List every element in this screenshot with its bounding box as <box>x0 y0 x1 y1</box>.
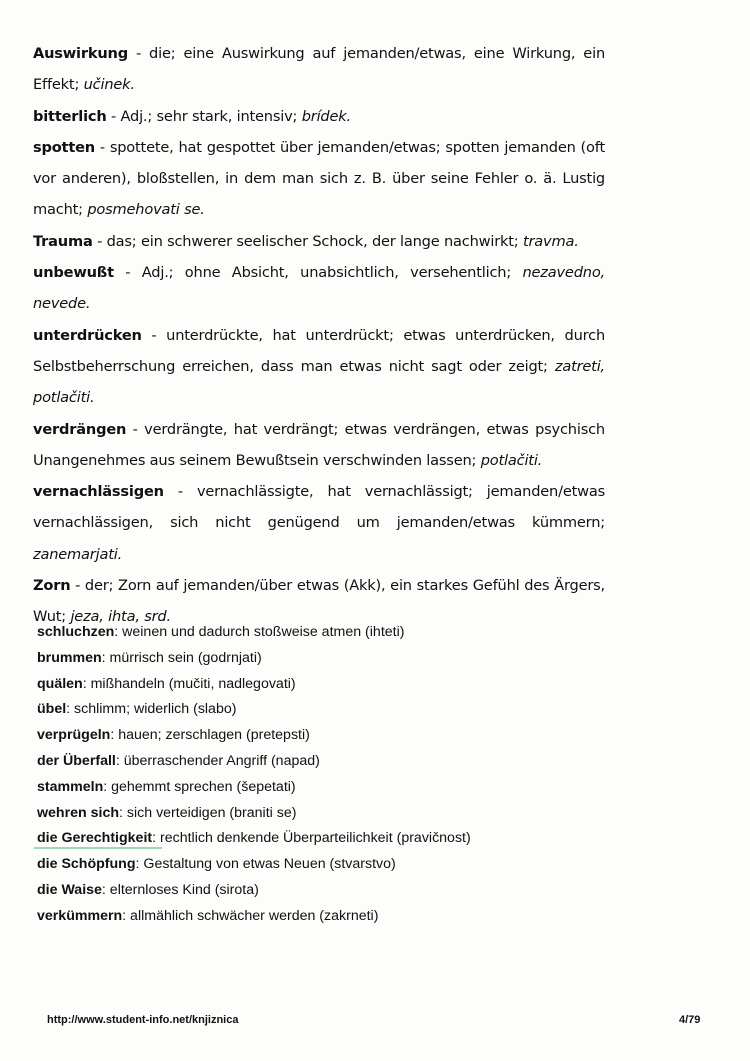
vocab-term: quälen <box>37 675 83 692</box>
vocab-term: die Gerechtigkeit <box>37 830 153 847</box>
vocabulary-list <box>37 620 471 930</box>
vocab-term: die Waise <box>37 881 102 898</box>
vocab-item <box>37 852 471 878</box>
vocab-term: schluchzen <box>37 624 115 640</box>
entry-definition: - spottete, hat gespottet über jemanden/etwas; spotten jemanden (oft vor anderen), bloßstellen, in dem man sich z. B. über seine Fehler o. ä. Lustig macht; <box>33 138 605 219</box>
entry-definition: - die; eine Auswirkung auf jemanden/etwas, eine Wirkung, ein Effekt; <box>33 45 605 94</box>
vocab-item <box>37 672 471 698</box>
vocab-item <box>37 904 471 930</box>
vocab-definition: : rechtlich denkende Überparteilichkeit (pravičnost) <box>152 830 471 847</box>
glossary-entry <box>33 38 605 101</box>
vocab-item <box>37 697 471 723</box>
glossary-entry <box>33 320 605 414</box>
entry-term: Trauma <box>33 232 93 250</box>
entry-term: Zorn <box>33 577 71 595</box>
glossary-entry <box>33 257 605 320</box>
entry-translation: zanemarjati. <box>33 545 123 563</box>
entry-definition: - Adj.; ohne Absicht, unabsichtlich, versehentlich; <box>113 264 523 282</box>
glossary-entry <box>33 226 605 257</box>
entry-translation: zatreti, potlačiti. <box>33 357 605 407</box>
page-number: 4/79 <box>679 1014 701 1026</box>
vocab-item <box>37 723 471 749</box>
vocab-definition: : weinen und dadurch stoßweise atmen (ihteti) <box>114 624 405 640</box>
glossary-section <box>33 38 605 633</box>
vocab-item <box>37 620 471 646</box>
entry-term: verdrängen <box>33 420 127 438</box>
vocab-item <box>37 749 471 775</box>
vocab-term: der Überfall <box>37 752 116 769</box>
vocab-term: übel <box>37 701 67 718</box>
entry-translation: jeza, ihta, srd. <box>70 608 171 626</box>
entry-translation: potlačiti. <box>480 451 543 469</box>
vocab-definition: : sich verteidigen (braniti se) <box>119 804 297 821</box>
vocab-definition: : schlimm; widerlich (slabo) <box>66 701 237 718</box>
entry-term: bitterlich <box>33 107 107 125</box>
vocab-item <box>37 801 471 827</box>
vocab-item <box>37 878 471 904</box>
vocab-item <box>37 775 471 801</box>
entry-term: unbewußt <box>33 264 114 282</box>
vocab-definition: : überraschender Angriff (napad) <box>115 752 320 769</box>
vocab-definition: : hauen; zerschlagen (pretepsti) <box>110 727 310 744</box>
entry-definition: - vernachlässigte, hat vernachlässigt; jemanden/etwas vernachlässigen, sich nicht genügend um jemanden/etwas kümmern; <box>33 483 605 532</box>
entry-definition: - unterdrückte, hat unterdrückt; etwas unterdrücken, durch Selbstbeherrschung erreichen, dass man etwas nicht sagt oder zeigt; <box>33 326 605 375</box>
vocab-term: stammeln <box>37 778 104 795</box>
entry-translation: brídek. <box>301 107 351 125</box>
entry-translation: učinek. <box>83 76 135 94</box>
highlighter-mark <box>34 847 162 849</box>
footer-url[interactable]: http://www.student-info.net/knjiznica <box>47 1014 239 1026</box>
vocab-term: die Schöpfung <box>37 856 136 873</box>
vocab-term: verkümmern <box>37 907 123 924</box>
entry-definition: - der; Zorn auf jemanden/über etwas (Akk), ein starkes Gefühl des Ärgers, Wut; <box>33 577 605 626</box>
vocab-term: verprügeln <box>37 727 111 744</box>
glossary-entry <box>33 101 605 132</box>
vocab-definition: : elternloses Kind (sirota) <box>101 881 259 898</box>
vocab-definition: : Gestaltung von etwas Neuen (stvarstvo) <box>135 856 396 873</box>
vocab-definition: : gehemmt sprechen (šepetati) <box>103 778 296 795</box>
vocab-term: brummen <box>37 649 102 666</box>
vocab-definition: : mißhandeln (mučiti, nadlegovati) <box>82 675 296 692</box>
glossary-entry <box>33 414 605 477</box>
entry-translation: posmehovati se. <box>87 201 205 219</box>
glossary-entry <box>33 476 605 570</box>
entry-definition: - Adj.; sehr stark, intensiv; <box>106 107 302 125</box>
entry-translation: travma. <box>522 232 579 250</box>
vocab-item <box>37 646 471 672</box>
entry-term: Auswirkung <box>33 45 128 62</box>
entry-translation: nezavedno, nevede. <box>33 264 605 313</box>
entry-term: vernachlässigen <box>33 483 164 501</box>
entry-definition: - das; ein schwerer seelischer Schock, der lange nachwirkt; <box>92 232 523 250</box>
entry-definition: - verdrängte, hat verdrängt; etwas verdrängen, etwas psychisch Unangenehmes aus seinem Bewußtsein verschwinden lassen; <box>33 420 605 469</box>
entry-term: unterdrücken <box>33 326 142 344</box>
entry-term: spotten <box>33 138 95 156</box>
vocab-definition: : allmählich schwächer werden (zakrneti) <box>122 907 379 924</box>
vocab-term: wehren sich <box>37 804 120 821</box>
vocab-definition: : mürrisch sein (godrnjati) <box>101 649 262 666</box>
glossary-entry <box>33 132 605 226</box>
